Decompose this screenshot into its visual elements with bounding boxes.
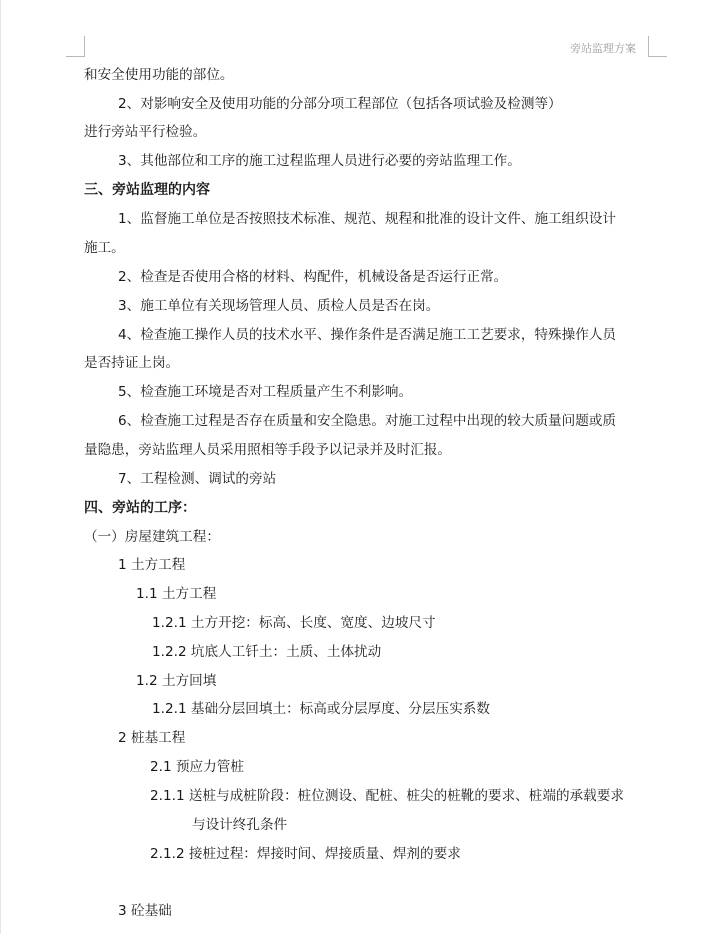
crop-mark-top-right (648, 36, 667, 57)
body-line: 1、监督施工单位是否按照技术标准、规范、规程和批准的设计文件、施工组织设计 (118, 211, 617, 227)
outline-item-level-1: 2 桩基工程 (118, 730, 186, 746)
body-line: 进行旁站平行检验。 (84, 124, 207, 140)
body-line: 2、检查是否使用合格的材料、构配件，机械设备是否运行正常。 (118, 269, 508, 285)
subsection-heading: （一）房屋建筑工程： (84, 529, 220, 545)
section-heading: 三、旁站监理的内容 (84, 182, 210, 198)
outline-item-level-3: 1.2.1 土方开挖：标高、长度、宽度、边坡尺寸 (152, 615, 436, 631)
section-heading: 四、旁站的工序： (84, 500, 196, 516)
body-line: 是否持证上岗。 (84, 355, 180, 371)
page-edge (0, 0, 1, 934)
body-line: 3、其他部位和工序的施工过程监理人员进行必要的旁站监理工作。 (118, 153, 521, 169)
outline-item-level-3: 2.1.2 接桩过程：焊接时间、焊接质量、焊剂的要求 (150, 846, 461, 862)
running-header: 旁站监理方案 (570, 42, 636, 55)
outline-item-level-3: 1.2.2 坑底人工钎土：土质、土体扰动 (152, 644, 382, 660)
outline-item-level-2: 1.2 土方回填 (136, 673, 217, 689)
body-line: 6、检查施工过程是否存在质量和安全隐患。对施工过程中出现的较大质量问题或质 (118, 413, 617, 429)
body-line: 3、施工单位有关现场管理人员、质检人员是否在岗。 (118, 298, 440, 314)
outline-item-level-3: 1.2.1 基础分层回填土：标高或分层厚度、分层压实系数 (152, 701, 490, 717)
body-line: 和安全使用功能的部位。 (84, 67, 234, 83)
outline-item-level-2: 1.1 土方工程 (136, 586, 217, 602)
outline-item-level-1: 3 砼基础 (118, 903, 172, 919)
body-line: 5、检查施工环境是否对工程质量产生不利影响。 (118, 384, 413, 400)
body-line: 7、工程检测、调试的旁站 (118, 471, 277, 487)
outline-item-level-3: 2.1.1 送桩与成桩阶段：桩位测设、配桩、桩尖的桩靴的要求、桩端的承载要求 (150, 788, 624, 804)
body-line: 2、对影响安全及使用功能的分部分项工程部位（包括各项试验及检测等） (118, 96, 562, 112)
body-line: 施工。 (84, 240, 125, 256)
crop-mark-top-left (66, 36, 85, 57)
outline-item-continuation: 与设计终孔条件 (192, 817, 288, 833)
outline-item-level-2: 2.1 预应力管桩 (150, 759, 244, 775)
outline-item-level-1: 1 土方工程 (118, 557, 186, 573)
body-line: 4、检查施工操作人员的技术水平、操作条件是否满足施工工艺要求，特殊操作人员 (118, 327, 617, 343)
body-line: 量隐患，旁站监理人员采用照相等手段予以记录并及时汇报。 (84, 442, 452, 458)
